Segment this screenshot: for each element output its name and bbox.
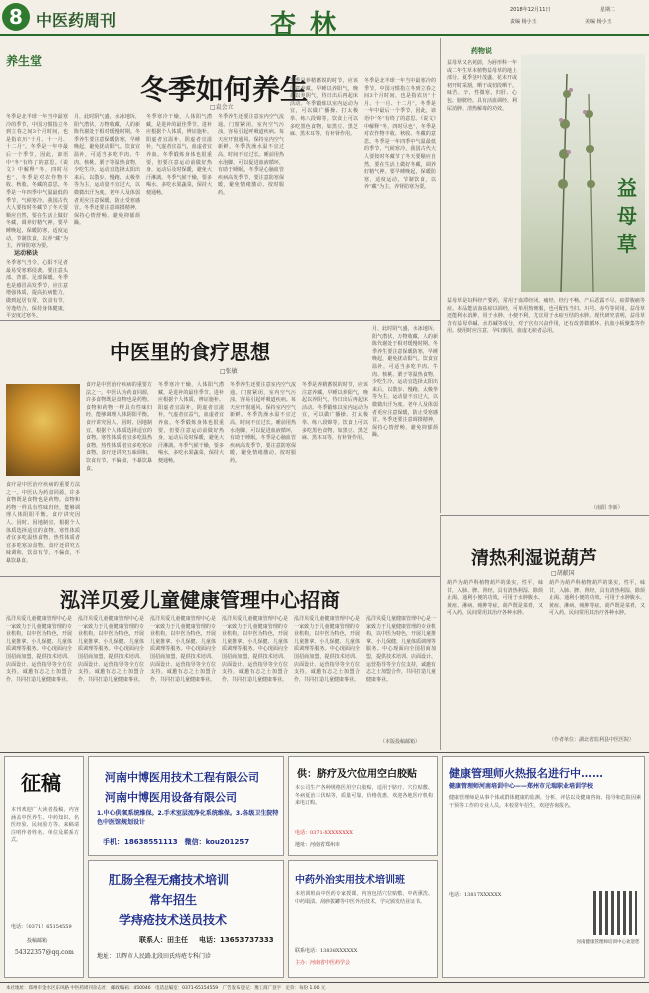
diet-author: □张敏 <box>220 368 238 375</box>
recruit-title: 泓洋贝爱儿童健康管理中心招商 <box>60 588 340 612</box>
painless-phone: 电话：13653737333 <box>199 936 274 944</box>
diet-col-1: 食疗是中医治疗疾病的重要方法之一。中医认为药食同源，许多食物既是食物也是药物。食物和药物一样具有性味归经，能够调理人体阴阳平衡。食疗讲究因人、因时、因地制宜，根据个人体质选择适宜的食物。寒性体质者宜多吃温热食物，热性体质者宜多吃寒凉食物。食疗还讲究五味调和，饮食有节，不偏食，不暴饮暴食。 <box>6 482 80 564</box>
diet-col-3: 冬季寒冷干燥，人体阳气潜藏，是进补的最佳季节。进补应根据个人体质，辨证施补。阳虚者宜温补，阴虚者宜滋补，气虚者宜益气，血虚者宜养血。冬季锻炼身体也很重要，但要注意运动前做好热身，运动后及时保暖，避免大汗淋漓。冬季气候干燥，要多喝水，多吃水果蔬菜，保持大便通畅。 <box>158 382 224 464</box>
recruit-col-5: 泓洋贝爱儿童健康管理中心是一家致力于儿童健康管理的专业机构，以中医为特色，开展儿童推拿、小儿保健、儿童体质调理等服务。中心现面向全国招商加盟，提供技术培训、店面设计、运营指导等全方位支持，诚邀有志之士加盟合作，共同打造儿童健康事业。 <box>294 616 360 683</box>
external-text: 本培训班由中医药专家授课，内容包括穴位贴敷、中药熏洗、中药塌渍、刮痧拔罐等中医外治技术，学完颁发结业证书。 <box>295 891 433 905</box>
calabash-col-2: 葫芦为葫芦科植物葫芦的果实，性平，味甘，入肺、脾、肾经。具有清热利湿、除烦止渴、通利小便的功效。可用于水肿腹水、黄疸、淋病、痈肿等症。葫芦既是菜肴，又可入药，民间常用其治疗各种水肿。 <box>549 580 645 617</box>
patch-title: 供：脐疗及穴位用空白胶贴 <box>297 769 417 780</box>
page-header <box>0 0 649 40</box>
solicit-email-label: 投稿邮箱 <box>27 938 48 944</box>
solicit-title: 征稿 <box>21 771 61 795</box>
article-col-4: 冬季养生还要注意室内空气流通。门窗紧闭，室内空气污浊，容易引起呼吸道疾病。每天应开窗通风，保持室内空气新鲜。冬季洗澡水温不宜过高，时间不宜过长。睡前用热水泡脚，可以促进血液循环，有助于睡眠。冬季是心脑血管疾病高发季节，要注意防寒保暖，避免情绪激动，按时服药。 <box>218 114 284 196</box>
painless-line-1: 肛肠全程无痛技术培训 <box>109 873 230 887</box>
solicit-text: 本刊欢迎广大读者投稿，内容涵盖中医养生、中药知识、名医经验、民间验方等。来稿请注明作者姓名、单位及联系方式。 <box>11 807 79 844</box>
article-subhead: 运动秘诀 <box>14 250 39 257</box>
herb-column-tag: 药物说 <box>471 46 492 55</box>
recruit-col-2: 泓洋贝爱儿童健康管理中心是一家致力于儿童健康管理的专业机构，以中医为特色，开展儿童推拿、小儿保健、儿童体质调理等服务。中心现面向全国招商加盟，提供技术培训、店面设计、运营指导等全方位支持，诚邀有志之士加盟合作，共同打造儿童健康事业。 <box>78 616 144 683</box>
ad-solicit <box>4 756 84 978</box>
herb-name-vertical: 益母草 <box>617 176 637 256</box>
training-text: 健康管理师是从事个体或群体健康的监测、分析、评估以及健康咨询、指导和危险因素干预等工作的专业人员。本校常年招生，欢迎咨询报名。 <box>449 795 641 809</box>
season-article <box>0 38 440 318</box>
painless-line-3: 学痔疮技术送员技术 <box>119 913 228 927</box>
recruit-col-1: 泓洋贝爱儿童健康管理中心是一家致力于儿童健康管理的专业机构，以中医为特色，开展儿童推拿、小儿保健、儿童体质调理等服务。中心现面向全国招商加盟，提供技术培训、店面设计、运营指导等全方位支持，诚邀有志之士加盟合作，共同打造儿童健康事业。 <box>6 616 72 683</box>
article-col-5: 冬季是养精蓄锐的时节，应该注意养藏。早睡以养阳气，晚起以养阴气，待日出后再起床活动。冬季锻炼以室内运动为宜，可以做广播操、打太极拳、练八段锦等。饮食上可以多吃黑色食物，如黑豆、黑芝麻、黑木耳等，有补肾作用。 <box>290 78 358 138</box>
page-number: 8 <box>2 3 30 31</box>
recruit-col-4: 泓洋贝爱儿童健康管理中心是一家致力于儿童健康管理的专业机构，以中医为特色，开展儿童推拿、小儿保健、儿童体质调理等服务。中心现面向全国招商加盟，提供技术培训、店面设计、运营指导等全方位支持，诚邀有志之士加盟合作，共同打造儿童健康事业。 <box>222 616 288 683</box>
recruit-col-3: 泓洋贝爱儿童健康管理中心是一家致力于儿童健康管理的专业机构，以中医为特色，开展儿童推拿、小儿保健、儿童体质调理等服务。中心现面向全国招商加盟，提供技术培训、店面设计、运营指导等全方位支持，诚邀有志之士加盟合作，共同打造儿童健康事业。 <box>150 616 216 683</box>
training-phone: 电话：13817XXXXXX <box>449 892 502 898</box>
herb-credit: （南阳 李新） <box>591 505 623 511</box>
article-title: 冬季如何养生 <box>140 73 309 106</box>
paper-name: 中医药周刊 <box>36 11 117 30</box>
page-footer: 本社地址：郑州市金水区东风路 中医药周刊杂志社 邮政编码：450046 电话总编室：0371-65154559 广告发布登记：豫工商广登字 定价：每份 1.00 元 <box>0 982 649 993</box>
diet-col-6: 月，此时阴气盛，水冰地坼，阳气潜伏，万物收藏，人的新陈代谢处于相对缓慢时期。冬季养生要注意保暖防寒，早睡晚起，避免扰动阳气。饮食宜温补，可适当多吃羊肉、牛肉、核桃、栗子等温热食物，少吃生冷。运动宜选择太阳出来后，以散步、慢跑、太极拳等为主，运动量不宜过大，以微微出汗为度。老年人及体弱者更应注意保暖，防止受寒感冒。冬季还要注意调摄精神，保持心情舒畅，避免抑郁烦躁。 <box>372 326 438 439</box>
ad-painless <box>88 860 284 978</box>
diet-col-4: 冬季养生还要注意室内空气流通。门窗紧闭，室内空气污浊，容易引起呼吸道疾病。每天应开窗通风，保持室内空气新鲜。冬季洗澡水温不宜过高，时间不宜过长。睡前用热水泡脚，可以促进血液循环，有助于睡眠。冬季是心脑血管疾病高发季节，要注意防寒保暖，避免情绪激动，按时服药。 <box>230 382 296 464</box>
herb-side-text: 益母草又名茺蔚，为唇形科一年或二年生草本植物益母草的地上部分。夏季茎叶茂盛、花未开或初开时采割，晒干或切段晒干。味苦、辛，性微寒，归肝、心包、膀胱经。具有活血调经、利尿消肿、清热解毒的功效。 <box>447 60 518 112</box>
article-col-3: 冬季寒冷干燥，人体阳气潜藏，是进补的最佳季节。进补应根据个人体质，辨证施补。阳虚者宜温补，阴虚者宜滋补，气虚者宜益气，血虚者宜养血。冬季锻炼身体也很重要，但要注意运动前做好热身，运动后及时保暖，避免大汗淋漓。冬季气候干燥，要多喝水，多吃水果蔬菜，保持大便通畅。 <box>146 114 212 196</box>
calabash-article <box>440 515 649 750</box>
external-contact: 联系电话：13838XXXXXX <box>295 948 358 954</box>
editor-credit: 责编 杨小玉 <box>510 19 537 25</box>
calabash-credit: （作者单位：湖北省监利县中医医院） <box>549 737 635 743</box>
solicit-email: 54322357@qq.com <box>15 949 74 956</box>
calabash-col-1: 葫芦为葫芦科植物葫芦的果实，性平，味甘，入肺、脾、肾经。具有清热利湿、除烦止渴、通利小便的功效。可用于水肿腹水、黄疸、淋病、痈肿等症。葫芦既是菜肴，又可入药，民间常用其治疗各种水肿。 <box>447 580 543 617</box>
article-col-1b: 冬季寒气当令，心阳不足者最易受寒邪侵袭。要注意头部、背部、足部保暖。冬季也是感冒高发季节，应注意增强体质，提高抗病能力，做到起居有常，饮食有节，劳逸结合，保持身体健康，平安度过寒冬。 <box>6 260 68 320</box>
solicit-phone: 电话：（0371）65154559 <box>11 924 72 930</box>
issue-weekday: 星期二 <box>600 7 616 13</box>
recruit-contact: （本版投稿邮箱） <box>380 739 421 745</box>
zhongbo-line-2: 河南中博医用设备有限公司 <box>105 791 237 804</box>
diet-title: 中医里的食疗思想 <box>110 340 270 364</box>
zhongbo-services: 1.中心供氧系统维保。2.手术室层流净化系统维保。3.各级卫生院特色中医馆规划设计 <box>97 810 279 826</box>
painless-contact: 联系人：田主任 <box>139 936 188 944</box>
zhongbo-line-1: 河南中博医用技术工程有限公司 <box>105 771 259 784</box>
patch-text: 本公司生产各种规格医用空白胶贴，适用于脐疗、穴位贴敷、冬病夏治三伏贴等，质量可靠，价格优惠，欢迎各地医疗机构来电订购。 <box>295 785 433 807</box>
external-organizer: 主办：河南省中医药学会 <box>295 960 351 966</box>
ad-training <box>442 756 645 978</box>
calabash-author: □胡献国 <box>551 570 575 577</box>
ad-patch <box>288 756 438 856</box>
issue-date: 2018年12月11日 <box>510 7 551 13</box>
herb-photo <box>521 54 645 292</box>
column-tag: 养生堂 <box>6 54 43 68</box>
training-title: 健康管理师火热报名进行中…… <box>449 767 603 780</box>
recruit-col-6: 泓洋贝爱儿童健康管理中心是一家致力于儿童健康管理的专业机构，以中医为特色，开展儿童推拿、小儿保健、儿童体质调理等服务。中心现面向全国招商加盟，提供技术培训、店面设计、运营指导等全方位支持，诚邀有志之士加盟合作，共同打造儿童健康事业。 <box>366 616 437 683</box>
external-title: 中药外治实用技术培训班 <box>295 875 405 886</box>
herb-article <box>440 38 649 513</box>
calabash-title: 清热利湿说葫芦 <box>471 548 597 569</box>
article-col-6: 冬季是北半球一年当中最寒冷的季节，中国习惯指立冬到立春之间3个月时间，也是指农历“十月、十一月、十二月”。冬季是一年中最后一个季节，因此，谚语中“冬”有终了的意思。《说文》中解释“冬，四时尽也”，冬季是对农作物丰收、秋收、冬藏的意思。冬季是一年四季中气温最低的季节，气候寒冷。我国古代大人要按时冬藏节了冬天要顺应自然，要在生活上做好冬藏，调养好精气神。要早睡晚起，保暖防寒，适度运动，节制饮食，以养“藏”为主，养肾防寒为要。 <box>364 78 436 191</box>
article-col-1: 冬季是北半球一年当中最寒冷的季节，中国习惯指立冬到立春之间3个月时间，也是指农历“十月、十一月、十二月”。冬季是一年中最后一个季节，因此，谚语中“冬”有终了的意思。《说文》中解释“冬，四时尽也”，冬季是对农作物丰收、秋收、冬藏的意思。冬季是一年四季中气温最低的季节，气候寒冷。我国古代大人要按时冬藏节了冬天要顺应自然，要在生活上做好冬藏，调养好精气神。要早睡晚起，保暖防寒，适度运动，节制饮食，以养“藏”为主，养肾防寒为要。 <box>6 114 68 250</box>
designer-credit: 美编 杨小玉 <box>585 19 612 25</box>
diet-col-2: 食疗是中医治疗疾病的重要方法之一。中医认为药食同源，许多食物既是食物也是药物。食物和药物一样具有性味归经，能够调理人体阴阳平衡。食疗讲究因人、因时、因地制宜，根据个人体质选择适宜的食物。寒性体质者宜多吃温热食物，热性体质者宜多吃寒凉食物。食疗还讲究五味调和，饮食有节，不偏食，不暴饮暴食。 <box>86 382 152 472</box>
training-subtitle: 健康管理师河南培训中心——郑州市元瑞职业培训学校 <box>449 783 594 790</box>
painless-address: 地址：卫辉市人民路北段田氏痔疮专科门诊 <box>97 953 212 960</box>
ad-external <box>288 860 438 978</box>
painless-line-2: 常年招生 <box>149 893 198 907</box>
section-title: 杏林 <box>270 10 351 40</box>
article-col-2: 月，此时阴气盛，水冰地坼，阳气潜伏，万物收藏，人的新陈代谢处于相对缓慢时期。冬季养生要注意保暖防寒，早睡晚起，避免扰动阳气。饮食宜温补，可适当多吃羊肉、牛肉、核桃、栗子等温热食物，少吃生冷。运动宜选择太阳出来后，以散步、慢跑、太极拳等为主，运动量不宜过大，以微微出汗为度。老年人及体弱者更应注意保暖，防止受寒感冒。冬季还要注意调摄精神，保持心情舒畅，避免抑郁烦躁。 <box>74 114 140 227</box>
corn-photo <box>6 384 80 476</box>
patch-address: 地址：河南省郑州市 <box>295 842 341 848</box>
patch-phone: 电话：0371-XXXXXXXX <box>295 830 353 836</box>
ad-zhongbo <box>88 756 284 856</box>
herb-body: 益母草是妇科经产要药，常用于血滞经闭、痛经、经行不畅、产后恶露不尽、瘀滞腹痛等症。本品能活血祛瘀以调经，可单用熬膏服，也可配伍当归、川芎、赤芍等同用。益母草还能利水消肿，用于水肿、小便不利，尤宜用于水瘀互结的水肿。现代研究表明，益母草含有益母草碱、水苏碱等成分，对子宫有兴奋作用，还有改善微循环、抗血小板聚集等作用。使用时应注意，孕妇慎用，血虚无瘀者忌用。 <box>447 298 645 335</box>
recruit-article <box>0 578 440 750</box>
diet-article <box>0 322 440 574</box>
training-qr-caption: 河南健康管理师培训中心欢迎您 <box>576 940 640 945</box>
qr-code-icon <box>593 891 637 935</box>
diet-col-5: 冬季是养精蓄锐的时节，应该注意养藏。早睡以养阳气，晚起以养阴气，待日出后再起床活动。冬季锻炼以室内运动为宜，可以做广播操、打太极拳、练八段锦等。饮食上可以多吃黑色食物，如黑豆、黑芝麻、黑木耳等，有补肾作用。 <box>302 382 368 442</box>
zhongbo-phone: 手机：18638551113 微信：kou201257 <box>103 838 250 846</box>
article-author: □袁会立 <box>210 104 234 111</box>
